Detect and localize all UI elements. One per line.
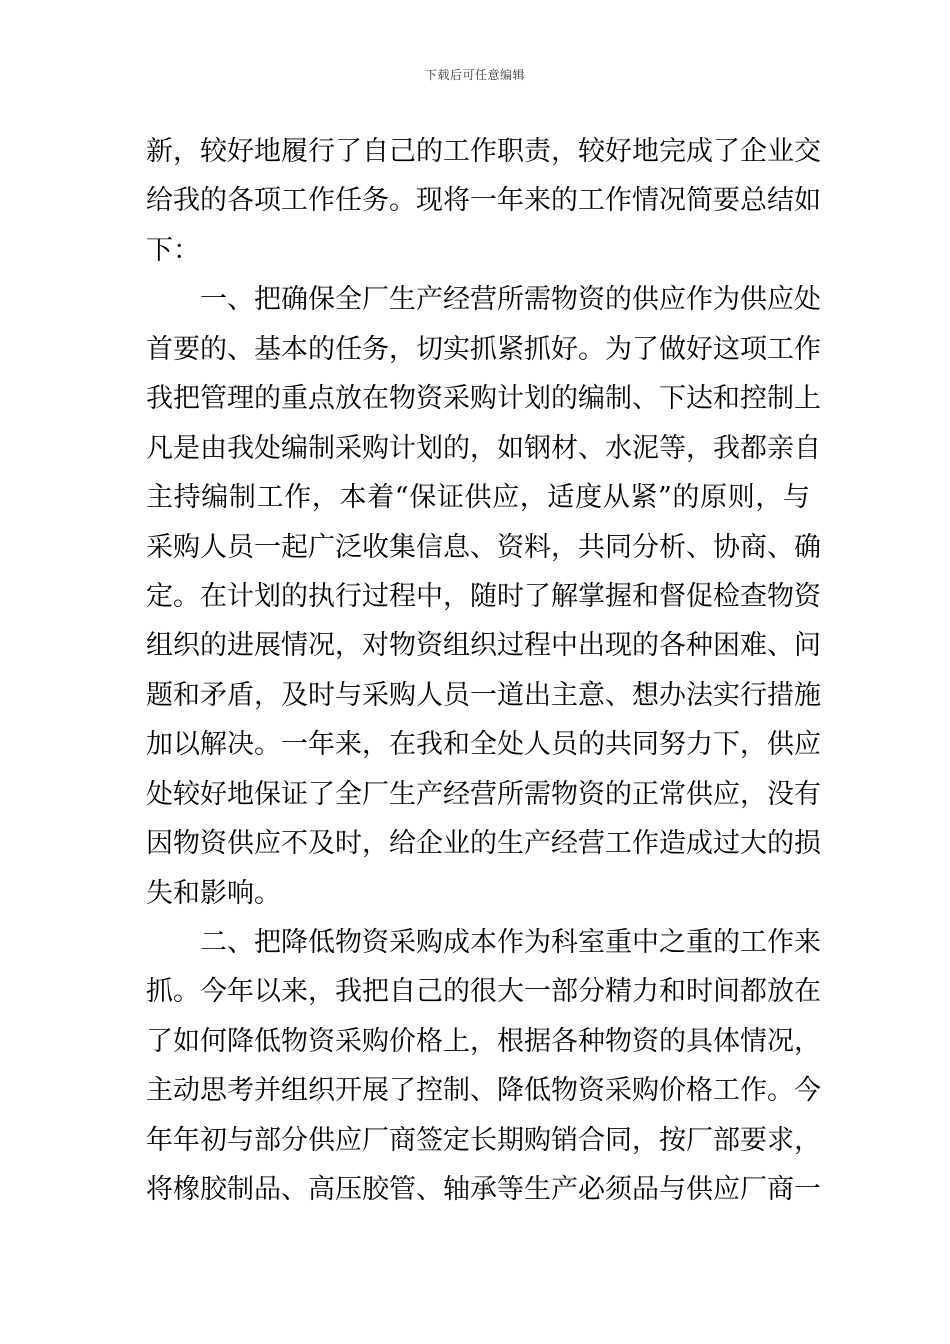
text-line: 抓。今年以来，我把自己的很大一部分精力和时间都放在 xyxy=(146,976,821,1008)
text-line: 首要的、基本的任务，切实抓紧抓好。为了做好这项工作 xyxy=(146,333,821,365)
text-line: 了如何降低物资采购价格上，根据各种物资的具体情况， xyxy=(146,1025,821,1057)
text-line: 组织的进展情况，对物资组织过程中出现的各种困难、问 xyxy=(146,630,821,662)
text-line: 我把管理的重点放在物资采购计划的编制、下达和控制上 xyxy=(146,383,821,415)
text-line: 下： xyxy=(146,234,200,266)
body-text xyxy=(146,130,821,1218)
text-line: 二、把降低物资采购成本作为科室重中之重的工作来 xyxy=(200,927,821,958)
text-line: 采购人员一起广泛收集信息、资料，共同分析、协商、确 xyxy=(146,531,821,563)
text-line: 失和影响。 xyxy=(146,877,281,909)
text-line: 定。在计划的执行过程中，随时了解掌握和督促检查物资 xyxy=(146,580,821,612)
text-line: 加以解决。一年来，在我和全处人员的共同努力下，供应 xyxy=(146,729,821,761)
text-line: 主动思考并组织开展了控制、降低物资采购价格工作。今 xyxy=(146,1075,821,1107)
text-line: 将橡胶制品、高压胶管、轴承等生产必须品与供应厂商一 xyxy=(146,1174,821,1206)
text-line: 年年初与部分供应厂商签定长期购销合同，按厂部要求， xyxy=(146,1124,821,1156)
text-line: 主持编制工作，本着“保证供应，适度从紧”的原则，与 xyxy=(146,482,810,514)
text-line: 处较好地保证了全厂生产经营所需物资的正常供应，没有 xyxy=(146,778,821,810)
text-line: 凡是由我处编制采购计划的，如钢材、水泥等，我都亲自 xyxy=(146,432,821,464)
text-line: 一、把确保全厂生产经营所需物资的供应作为供应处 xyxy=(200,284,821,316)
text-line: 因物资供应不及时，给企业的生产经营工作造成过大的损 xyxy=(146,828,821,860)
page-header: 下载后可任意编辑 xyxy=(424,68,525,82)
text-line: 新，较好地履行了自己的工作职责，较好地完成了企业交 xyxy=(146,136,821,167)
text-line: 题和矛盾，及时与采购人员一道出主意、想办法实行措施 xyxy=(146,679,821,711)
text-line: 给我的各项工作任务。现将一年来的工作情况简要总结如 xyxy=(146,185,821,217)
